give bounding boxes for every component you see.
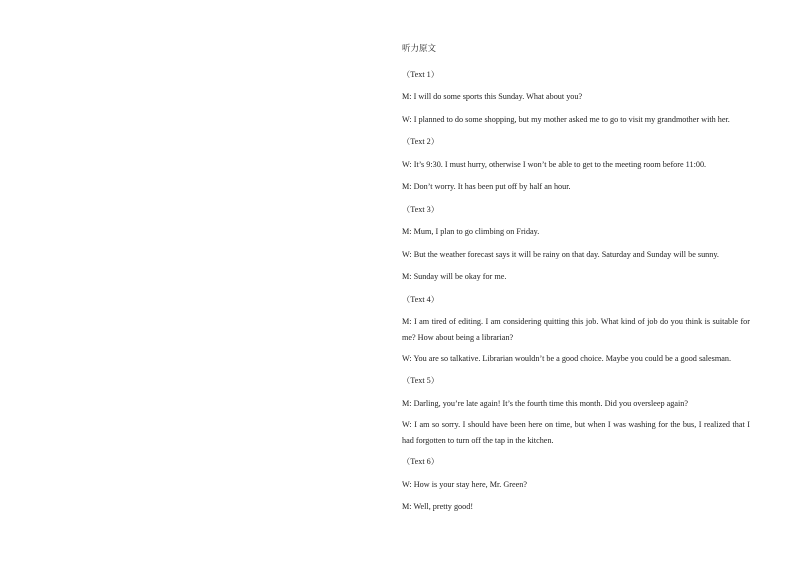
text-4-line-w: W: You are so talkative. Librarian wouldn’t be a good choice. Maybe you could be a good salesman. bbox=[402, 354, 732, 363]
text-3-heading: （Text 3） bbox=[402, 205, 439, 214]
text-3-line-m1: M: Mum, I plan to go climbing on Friday. bbox=[402, 227, 540, 236]
text-6-heading: （Text 6） bbox=[402, 457, 439, 466]
text-3-line-w: W: But the weather forecast says it will be rainy on that day. Saturday and Sunday will be sunny. bbox=[402, 250, 719, 259]
document-title: 听力原文 bbox=[402, 44, 437, 54]
text-5-line-w: W: I am so sorry. I should have been here on time, but when I was washing for the bus, I realized that I had forgotten to turn off the tap in the kitchen. bbox=[402, 420, 750, 445]
text-2-line-m: M: Don’t worry. It has been put off by half an hour. bbox=[402, 182, 571, 191]
text-1-heading: （Text 1） bbox=[402, 70, 439, 79]
text-4-line-m: M: I am tired of editing. I am considering quitting this job. What kind of job do you think is suitable for me? How about being a librarian? bbox=[402, 317, 750, 342]
text-4-heading: （Text 4） bbox=[402, 295, 439, 304]
text-1-line-m: M: I will do some sports this Sunday. What about you? bbox=[402, 92, 583, 101]
text-2-heading: （Text 2） bbox=[402, 137, 439, 146]
text-2-line-w: W: It’s 9:30. I must hurry, otherwise I won’t be able to get to the meeting room before 11:00. bbox=[402, 160, 707, 169]
text-6-line-w: W: How is your stay here, Mr. Green? bbox=[402, 480, 527, 489]
text-1-line-w: W: I planned to do some shopping, but my mother asked me to go to visit my grandmother with her. bbox=[402, 115, 730, 124]
text-5-line-m: M: Darling, you’re late again! It’s the fourth time this month. Did you oversleep again? bbox=[402, 399, 689, 408]
text-5-heading: （Text 5） bbox=[402, 376, 439, 385]
text-6-line-m: M: Well, pretty good! bbox=[402, 502, 474, 511]
text-3-line-m2: M: Sunday will be okay for me. bbox=[402, 272, 507, 281]
